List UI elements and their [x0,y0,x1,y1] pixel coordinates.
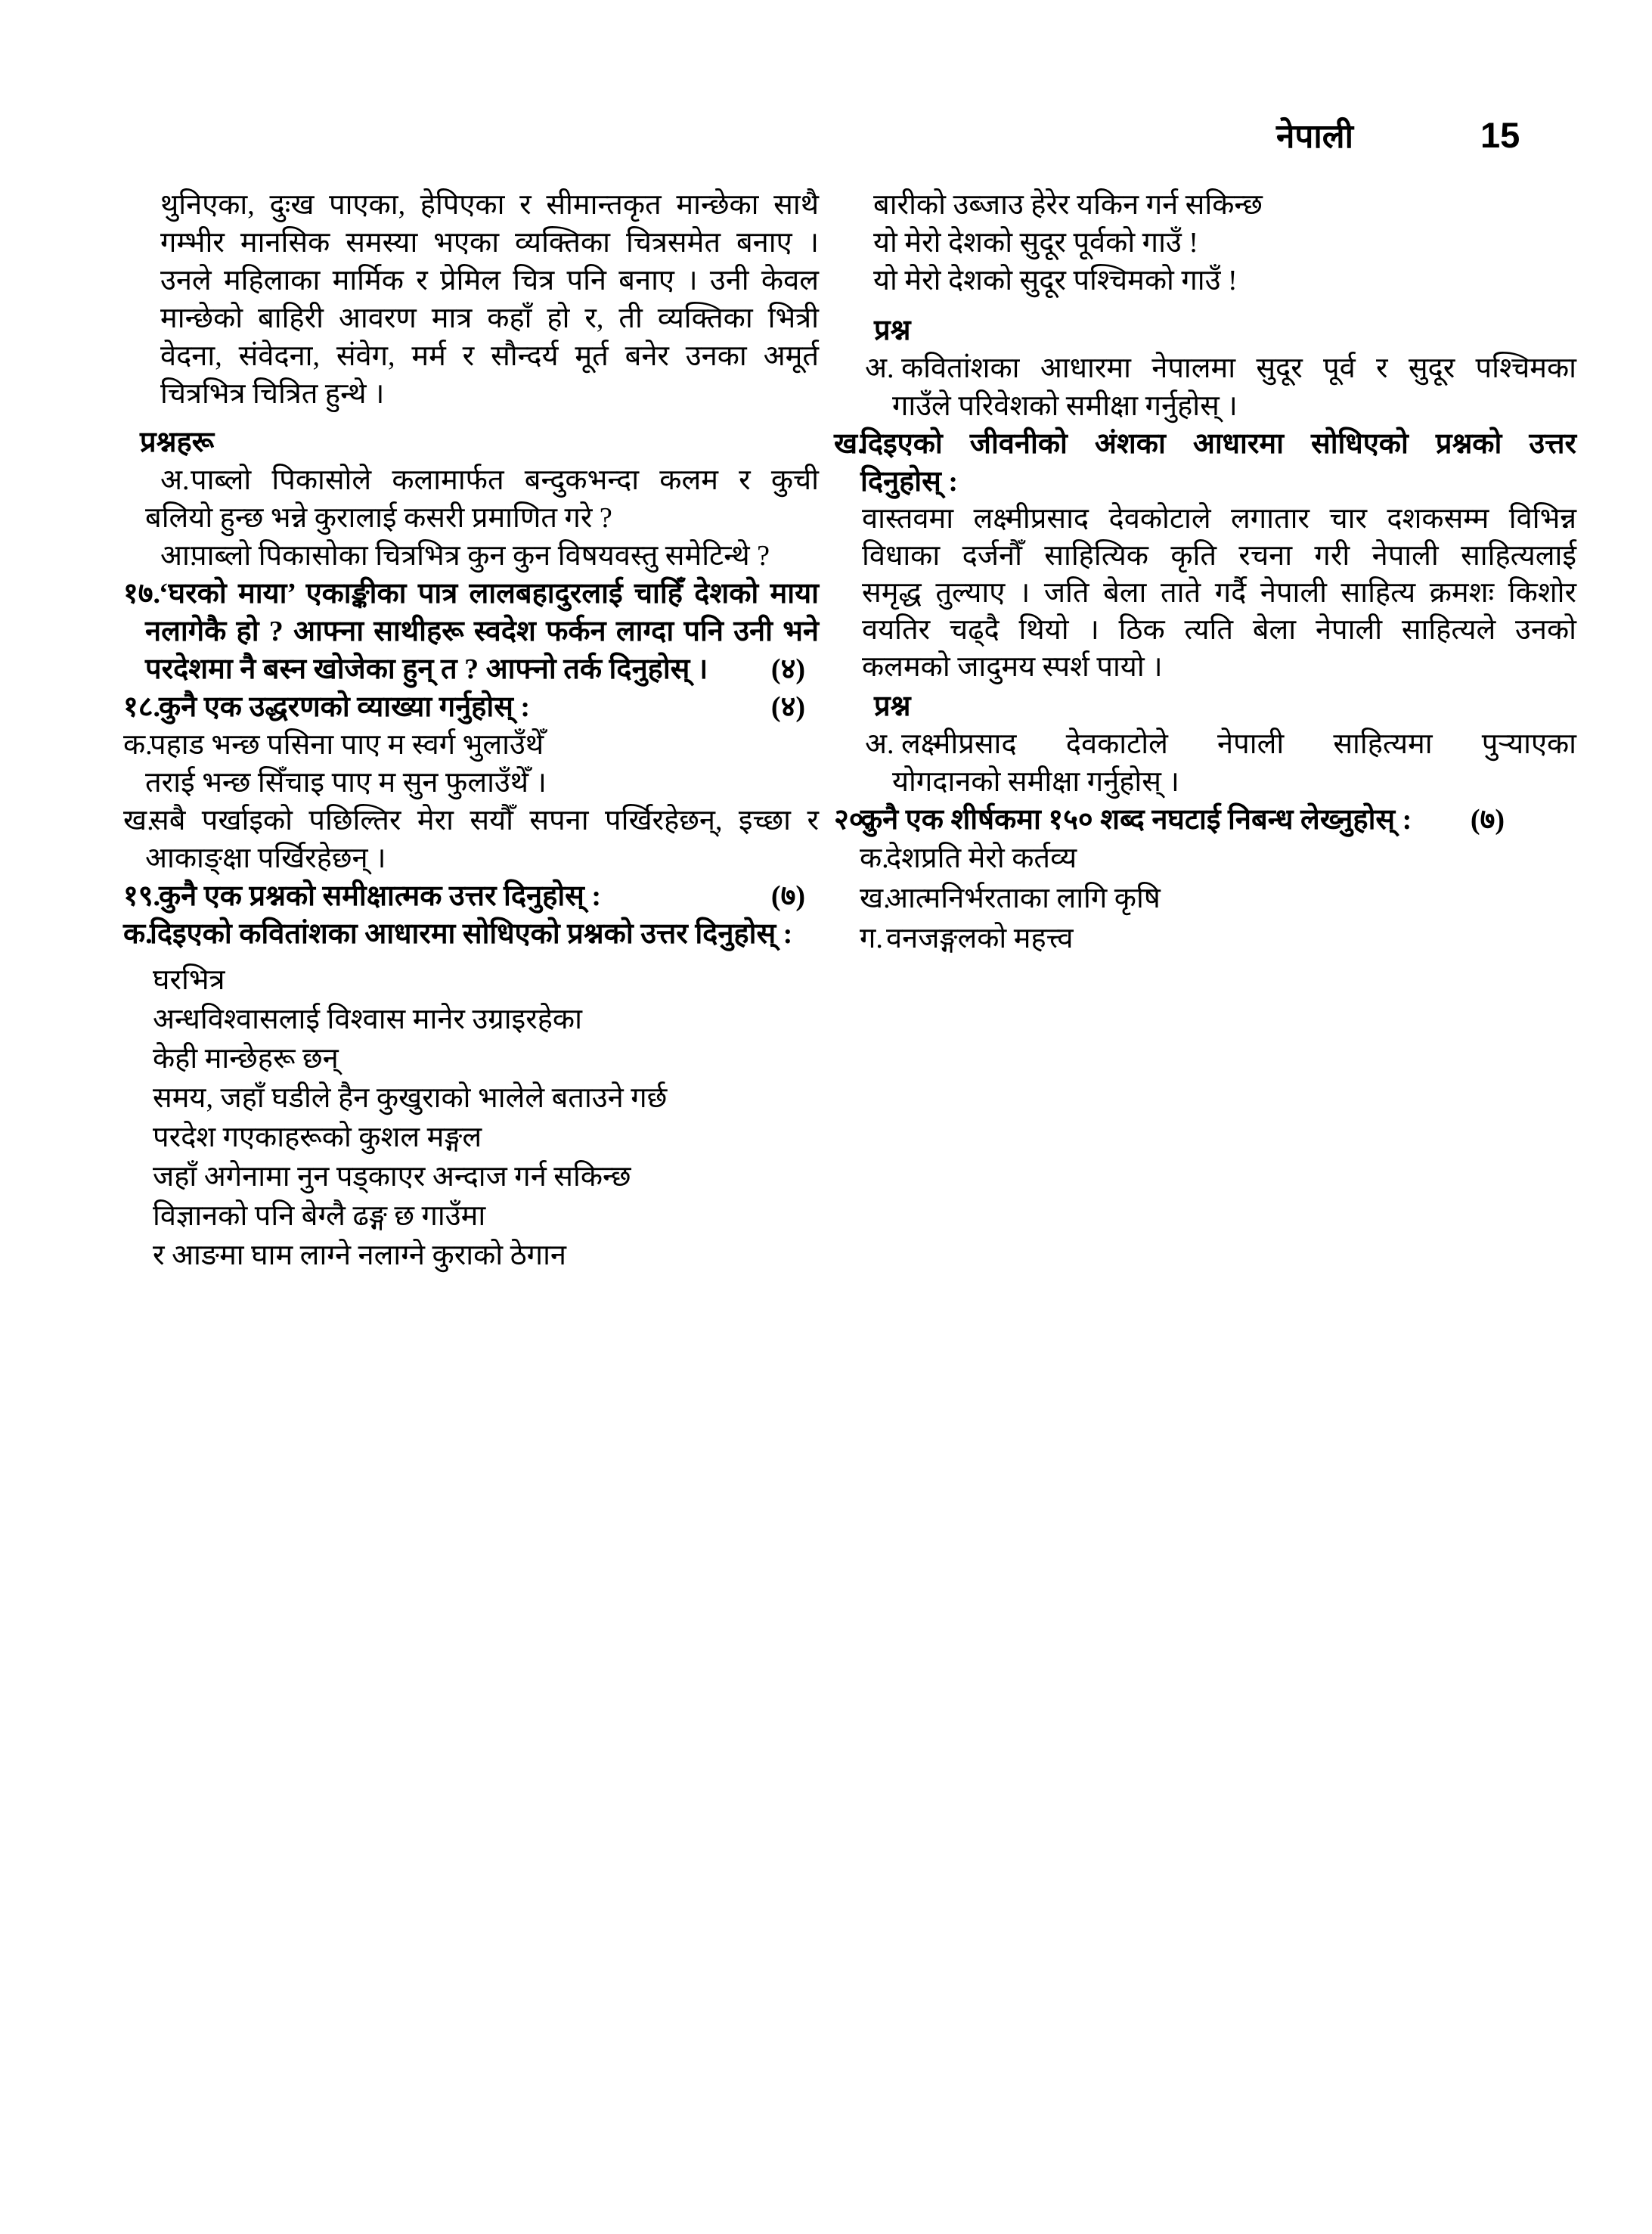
item-text: आत्मनिर्भरताका लागि कृषि [886,883,1161,914]
left-column [123,186,819,1275]
question-item-a-cont: गाउँले परिवेशको समीक्षा गर्नुहोस् । [892,390,1238,422]
poem-excerpt [123,960,819,1275]
question-19 [123,877,819,915]
question-item-a [160,461,819,499]
question-item-a2-cont: योगदानको समीक्षा गर्नुहोस् । [892,766,1179,798]
item-marker: ख. [860,883,891,914]
biography-paragraph [834,501,1576,686]
question-text: कुनै एक प्रश्नको समीक्षात्मक उत्तर दिनुहोस् : [159,880,602,912]
poem-line: यो मेरो देशको सुदूर पूर्वको गाउँ ! [873,227,1198,259]
poem-line: परदेश गएकाहरूको कुशल मङ्गल [153,1122,482,1153]
question-text: कुनै एक उद्धरणको व्याख्या गर्नुहोस् : [159,691,531,723]
question-item-a-cont: बलियो हुन्छ भन्ने कुरालाई कसरी प्रमाणित गरे ? [145,502,612,534]
question-item-a2 [865,725,1576,763]
question-17 [123,575,819,688]
essay-option-ga [860,919,1576,959]
item-text: पाब्लो पिकासोका चित्रभित्र कुन कुन विषयवस्तु समेटिन्थे ? [191,540,770,572]
question-item-kha-cont: दिनुहोस् : [860,466,958,498]
marks-badge: (४) [770,691,805,723]
item-marker: क. [123,918,153,950]
biography-line: वयतिर चढ्दै थियो । ठिक त्यति बेला नेपाली साहित्यले उनको [862,614,1576,646]
item-text: कवितांशका आधारमा नेपालमा सुदूर पूर्व र सुदूर पश्चिमका [901,352,1576,384]
biography-line: कलमको जादुमय स्पर्श पायो । [862,651,1163,683]
biography-line: विधाका दर्जनौँ साहित्यिक कृति रचना गरी नेपाली साहित्यलाई [862,540,1576,572]
question-20 [834,801,1576,839]
quote-option-kha [123,802,819,839]
item-marker: ग. [860,923,883,954]
question-17-line [123,575,819,613]
question-text: ‘घरको माया’ एकाङ्कीका पात्र लालबहादुरलाई चाहिँ देशको माया [159,578,819,610]
item-text: दिइएको कवितांशका आधारमा सोधिएको प्रश्नको उत्तर दिनुहोस् : [150,918,793,950]
poem-line: विज्ञानको पनि बेग्लै ढङ्ग छ गाउँमा [153,1200,486,1232]
passage-line: थुनिएका, दुःख पाएका, हेपिएका र सीमान्तकृत मान्छेका साथै [160,189,819,221]
passage-line: गम्भीर मानसिक समस्या भएका व्यक्तिका चित्रसमेत बनाए । [160,227,819,259]
question-number: १८. [123,691,161,723]
question-item-kha [834,425,1576,463]
passage-line: मान्छेको बाहिरी आवरण मात्र कहाँ हो र, ती व्यक्तिका भित्री [160,303,819,334]
item-marker: अ. [865,352,894,384]
quote-line: पहाड भन्छ पसिना पाए म स्वर्ग भुलाउँथेँ [150,729,544,761]
essay-option-kha [860,879,1576,919]
question-number: २०. [834,804,872,836]
poem-line: समय, जहाँ घडीले हैन कुखुराको भालेले बताउने गर्छ [153,1082,668,1114]
item-marker: क. [123,729,153,761]
marks-badge: (४) [770,653,805,685]
question-item-aa [160,537,819,575]
quote-line: तराई भन्छ सिँचाइ पाए म सुन फुलाउँथेँ । [145,767,547,799]
right-column [834,186,1576,959]
header-subject: नेपाली [1276,118,1354,155]
passage-line: उनले महिलाका मार्मिक र प्रेमिल चित्र पनि बनाए । उनी केवल [160,265,819,296]
item-marker: अ. [160,464,190,496]
question-heading: प्रश्न [874,690,911,722]
poem-line: र आङमा घाम लाग्ने नलाग्ने कुराको ठेगान [153,1240,567,1271]
quote-line: आकाङ्क्षा पर्खिरहेछन् । [145,842,386,874]
essay-option-ka [860,839,1576,879]
item-marker: आ. [160,540,197,572]
item-text: देशप्रति मेरो कर्तव्य [886,842,1077,874]
item-marker: क. [860,842,889,874]
poem-line: घरभित्र [153,964,225,996]
passage-line: चित्रभित्र चित्रित हुन्थे । [160,378,385,410]
item-marker: अ. [865,728,894,760]
question-17-line [145,650,819,688]
item-marker: ख. [123,805,154,836]
question-number: १९. [123,880,161,912]
questions-heading: प्रश्नहरू [140,427,215,458]
question-17-line: नलागेकै हो ? आफ्ना साथीहरू स्वदेश फर्कन लाग्दा पनि उनी भने [145,616,819,647]
biography-line: समृद्ध तुल्याए । जति बेला ताते गर्दै नेपाली साहित्य क्रमशः किशोर [862,577,1576,609]
biography-line: वास्तवमा लक्ष्मीप्रसाद देवकोटाले लगातार चार दशकसम्म विभिन्न [862,503,1576,535]
quote-option-ka [123,726,819,764]
question-number: १७. [123,578,161,610]
item-line: पाब्लो पिकासोले कलामार्फत बन्दुकभन्दा कलम र कुची [191,464,819,496]
page-number: 15 [1480,115,1520,155]
passage-line: वेदना, संवेदना, संवेग, मर्म र सौन्दर्य मूर्त बनेर उनका अमूर्त [160,340,819,372]
item-text: वनजङ्गलको महत्त्व [886,923,1074,954]
item-text [191,461,819,499]
item-marker: ख. [834,428,865,460]
question-heading: प्रश्न [874,315,911,346]
poem-line: जहाँ अगेनामा नुन पड्काएर अन्दाज गर्न सकिन्छ [153,1161,631,1193]
poem-line: बारीको उब्जाउ हेरेर यकिन गर्न सकिन्छ [873,189,1263,221]
poem-line: अन्धविश्वासलाई विश्वास मानेर उग्राइरहेका [153,1004,582,1035]
item-text: दिइएको जीवनीको अंशका आधारमा सोधिएको प्रश्नको उत्तर [860,428,1576,460]
question-18 [123,688,819,726]
question-19-option-ka [123,915,819,953]
question-text: कुनै एक शीर्षकमा १५० शब्द नघटाई निबन्ध लेख्नुहोस् : [860,804,1412,836]
item-text: लक्ष्मीप्रसाद देवकाटोले नेपाली साहित्यमा पुऱ्याएका [901,728,1576,760]
passage-paragraph [123,186,819,413]
poem-excerpt-continued [834,186,1576,299]
marks-badge: (७) [1470,804,1505,836]
marks-badge: (७) [770,880,805,912]
quote-line: सबै पर्खाइको पछिल्तिर मेरा सयौँ सपना पर्खिरहेछन्, इच्छा र [150,805,819,836]
poem-line: केही मान्छेहरू छन् [153,1043,339,1075]
question-item-a [865,349,1576,387]
poem-line: यो मेरो देशको सुदूर पश्चिमको गाउँ ! [873,265,1238,296]
question-text: परदेशमा नै बस्न खोजेका हुन् त ? आफ्नो तर्क दिनुहोस् । [145,653,708,685]
